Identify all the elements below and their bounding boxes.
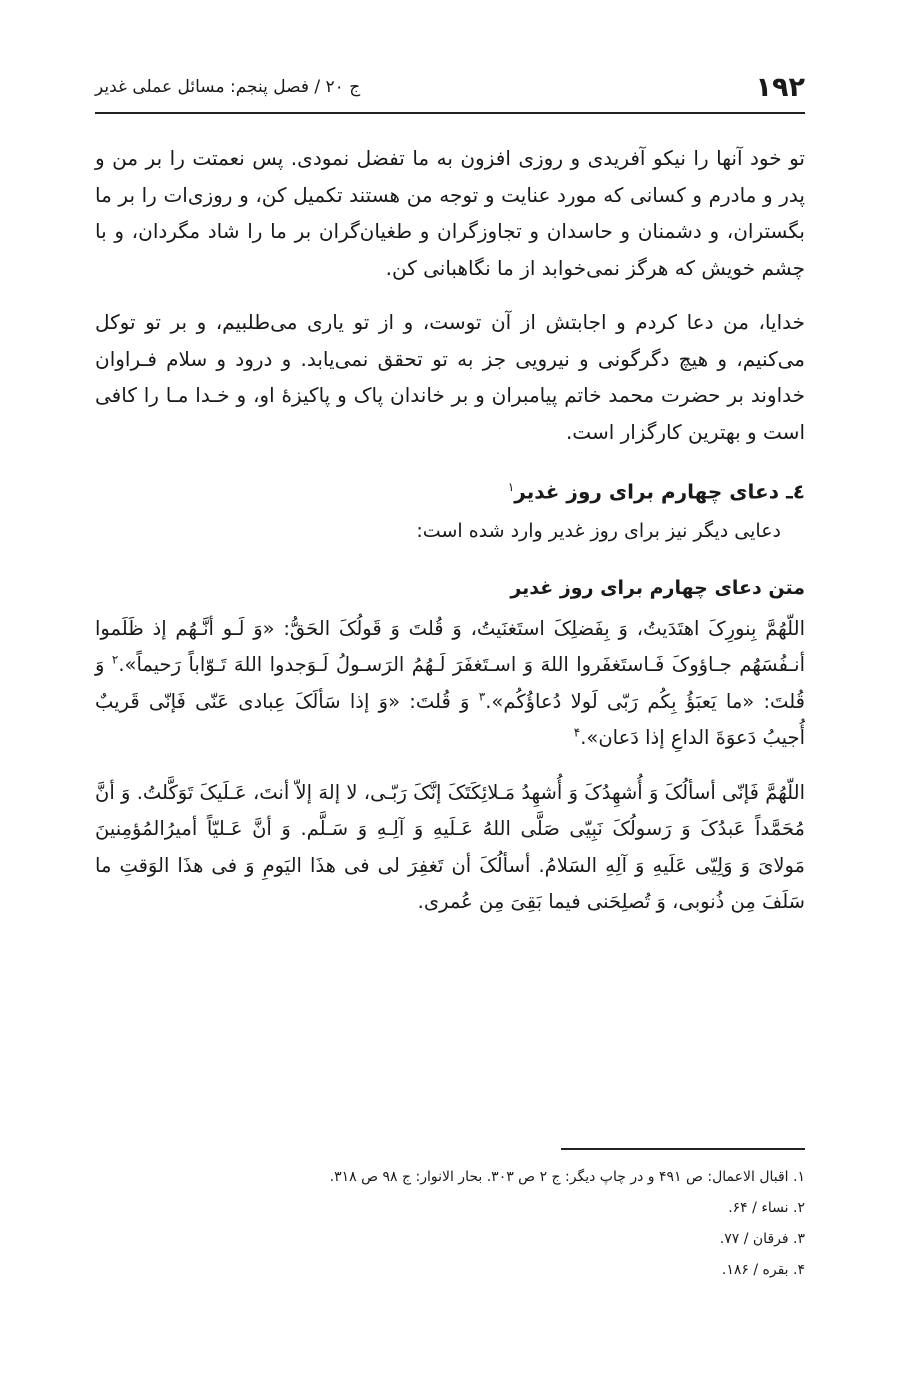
book-page <box>95 0 805 1390</box>
running-title: ج ۲۰ / فصل پنجم: مسائل عملی غدیر <box>95 77 361 97</box>
footnote-ref: ۴ <box>573 725 581 740</box>
prayer-text: اللّهُمَّ بِنورِکَ اهتَدَیتُ، وَ بِفَضلِکَ استَغنَیتُ، وَ قُلتَ وَ قَولُکَ الحَقُّ: «وَ لَـو أنَّـهُم إذ ظَلَموا أنـفُسَهُم جـاؤوکَ فَـاستَغفَروا اللهَ وَ اسـتَغفَرَ لَـهُمُ الرَسـولُ لَـوَجدوا اللهَ تَـوّاباً رَحیماً». <box>95 616 805 677</box>
page-body <box>95 140 805 939</box>
footnote-separator <box>561 1148 805 1150</box>
footnote: ۴. بقره / ۱۸۶. <box>721 1262 805 1278</box>
page-number: ۱۹۲ <box>755 71 805 103</box>
section-intro: دعایی دیگر نیز برای روز غدیر وارد شده است: <box>416 519 781 542</box>
page-header <box>95 62 805 114</box>
paragraph: تو خود آنها را نیکو آفریدی و روزی افزون به ما تفضل نمودی. پس نعمتت را بر من و پدر و مادرم و کسانی که مورد عنایت و توجه من هستند تکمیل کن، و روزی‌ات را بر ما بگستران، و دشمنان و حاسدان و تجاوزگران و طغیان‌گران بر ما را شاد مگردان، و با چشم خویش که هرگز نمی‌خوابد از ما نگاهبانی کن. <box>95 146 805 280</box>
footnote-ref: ۳ <box>478 689 486 704</box>
footnote-ref: ۲ <box>111 652 119 667</box>
footnote: ۱. اقبال الاعمال: ص ۴۹۱ و در چاپ دیگر: ج ۲ ص ۳۰۳. بحار الانوار: ج ۹۸ ص ۳۱۸. <box>329 1169 805 1185</box>
arabic-prayer-paragraph: اللّهُمَّ فَإنّی أسألُکَ وَ أُشهِدُکَ وَ أُشهِدُ مَـلائِکَتَکَ إنَّکَ رَبّـی، لا إلهَ إلاّ أنتَ، عَـلَیکَ تَوَکَّلتُ. وَ أنَّ مُحَمَّداً عَبدُکَ وَ رَسولُکَ نَبِیّی صَلَّی اللهُ عَـلَیهِ وَ آلِـهِ وَ سَـلَّم. وَ أنَّ عَـلیّاً أمیرُالمُؤمِنینَ مَولایَ وَ وَلِیّی عَلَیهِ وَ آلِهِ السَلامُ. أسألُکَ أن تَغفِرَ لی فی هذَا الیَومِ وَ فی هذَا الوَقتِ ما سَلَفَ مِن ذُنوبی، وَ تُصلِحَنی فیما بَقِیَ مِن عُمری. <box>95 780 805 914</box>
footnotes <box>95 1162 805 1286</box>
section-title <box>95 468 805 511</box>
prayer-text: وَ قُلتَ: «وَ إذا سَألَکَ عِبادی عَنّی فَإنّی قَریبٌ أُجیبُ دَعوَةَ الداعِ إذا دَعان». <box>95 689 805 750</box>
footnote: ۲. نساء / ۶۴. <box>728 1200 805 1216</box>
section-title-text: ٤ـ دعای چهارم برای روز غدیر <box>514 479 805 504</box>
prayer-text-title: متن دعای چهارم برای روز غدیر <box>510 576 805 599</box>
footnote: ۳. فرقان / ۷۷. <box>719 1231 805 1247</box>
prayer-text: وَ قُلتَ: «ما یَعبَؤُ بِکُم رَبّی لَولا دُعاؤُکُم». <box>95 653 805 713</box>
arabic-prayer-paragraph <box>95 611 805 757</box>
paragraph: خدایا، من دعا کردم و اجابتش از آن توست، و از تو یاری می‌طلبیم، و بر تو توکل می‌کنیم، و هیچ دگرگونی و نیرویی جز به تو تحقق نمی‌یابد. و درود و سلام فـراوان خداوند بر حضرت محمد خاتم پیامبران و بر خاندان پاک و پاکیزهٔ او، و خـدا مـا را کافی است و بهترین کارگزار است. <box>95 310 805 444</box>
footnote-ref: ۱ <box>507 480 515 494</box>
